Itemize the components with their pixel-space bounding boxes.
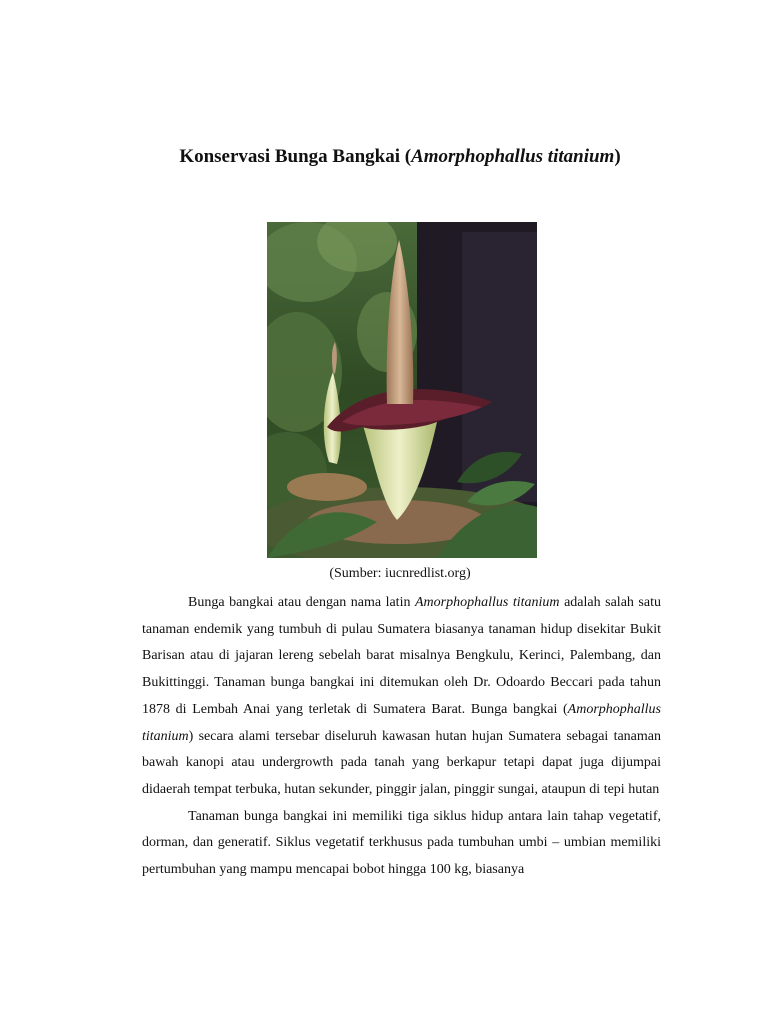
corpse-flower-photo [267, 222, 537, 558]
title-suffix: ) [614, 146, 621, 167]
latin-name: Amorphophallus titanium [142, 701, 661, 744]
page-title [0, 146, 768, 168]
paragraph-1-part-1: Bunga bangkai atau dengan nama latin [188, 595, 415, 610]
paragraph-1-part-2: adalah salah satu tanaman endemik yang tumbuh di pulau Sumatera biasanya tanaman hidup disekitar Bukit Barisan atau di jajaran lereng sebelah barat misalnya Bengkulu, Kerinci, Palembang, dan Bukittinggi. Tanaman bunga bangkai ini ditemukan oleh Dr. Odoardo Beccari pada tahun 1878 di Lembah Anai yang terletak di Sumatera Barat. Bunga bangkai ( [142, 595, 661, 717]
paragraph-1 [142, 590, 661, 804]
paragraph-1-part-3: ) secara alami tersebar diseluruh kawasan hutan hujan Sumatera sebagai tanaman bawah kanopi atau undergrowth pada tanah yang berkapur tetapi dapat juga dijumpai didaerah tempat terbuka, hutan sekunder, pinggir jalan, pinggir sungai, ataupun di tepi hutan [142, 728, 661, 797]
latin-name: Amorphophallus titanium [415, 595, 560, 610]
title-prefix: Konservasi Bunga Bangkai ( [179, 146, 412, 167]
paragraph-2: Tanaman bunga bangkai ini memiliki tiga siklus hidup antara lain tahap vegetatif, dorman, dan generatif. Siklus vegetatif terkhusus pada tumbuhan umbi – umbian memiliki pertumbuhan yang mampu mencapai bobot hingga 100 kg, biasanya [142, 808, 661, 878]
title-latin-name: Amorphophallus titanium [411, 146, 615, 167]
image-caption: (Sumber: iucnredlist.org) [329, 566, 471, 581]
body-text [142, 590, 661, 884]
